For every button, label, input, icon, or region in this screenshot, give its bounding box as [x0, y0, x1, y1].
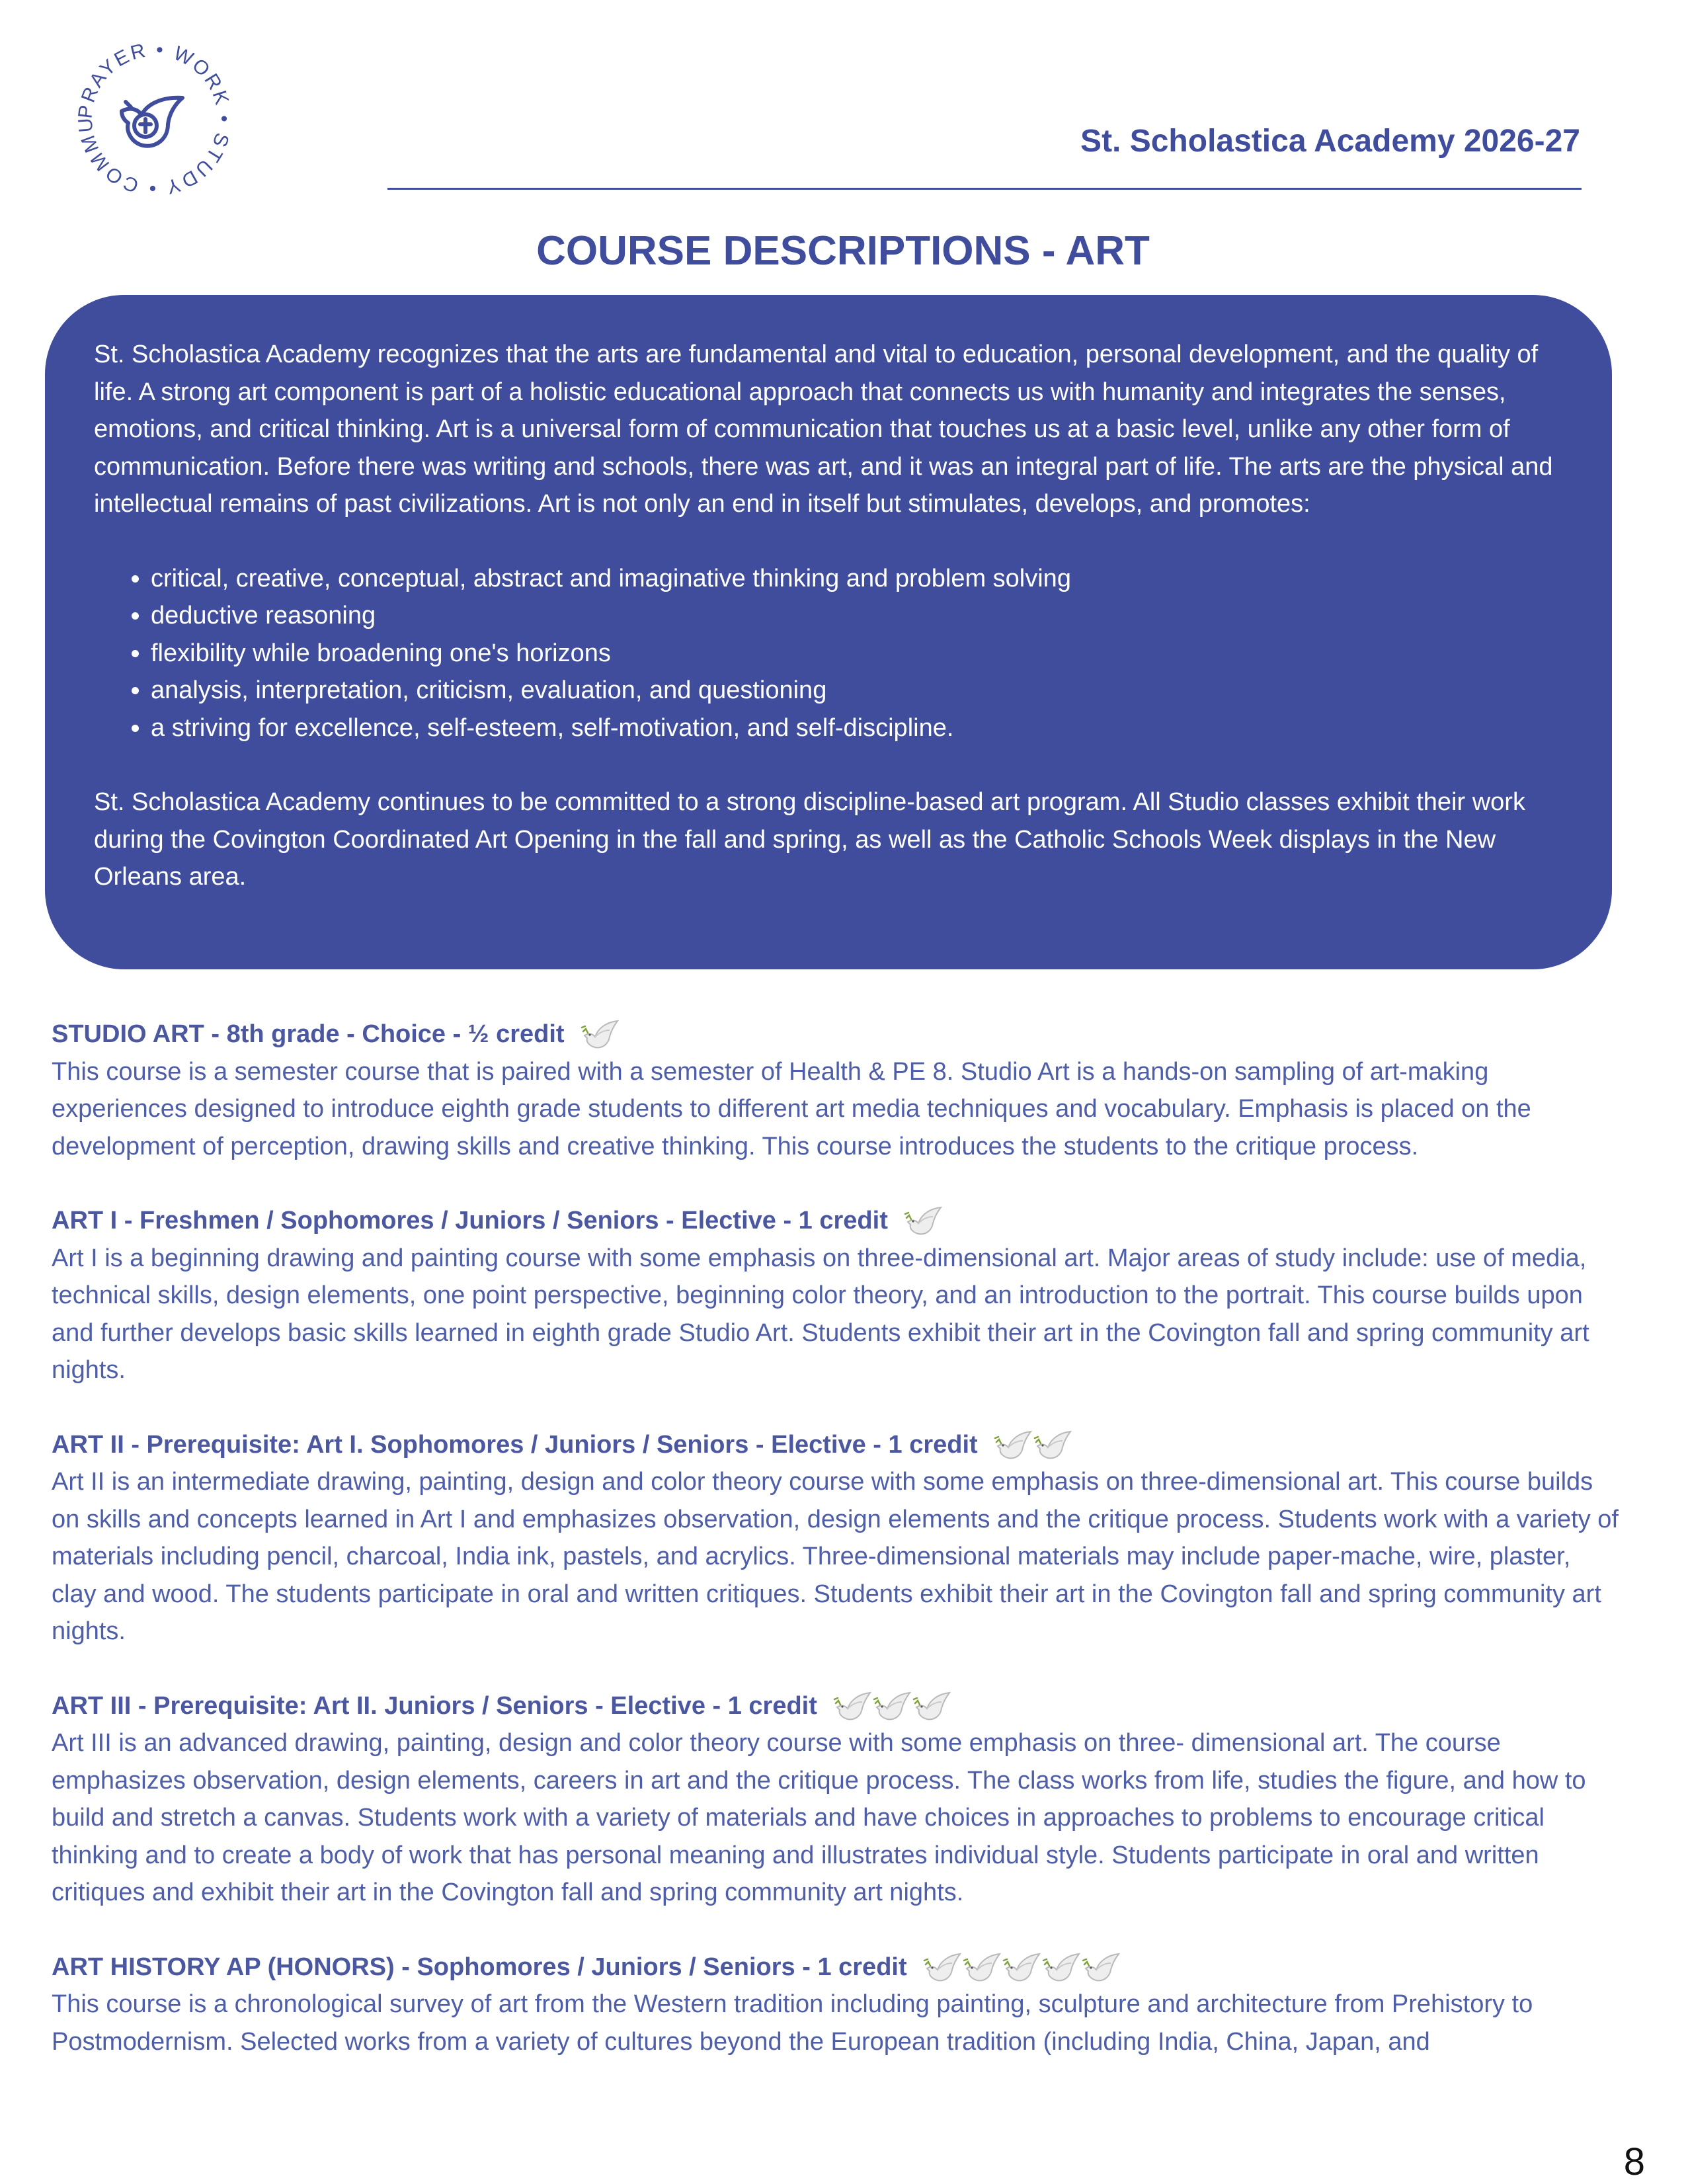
dove-icon	[871, 1687, 914, 1724]
bullet-item: • flexibility while broadening one's horizons	[151, 635, 1563, 672]
dove-icon	[903, 1202, 945, 1239]
dove-cross-icon	[122, 98, 182, 146]
intro-bullet-list	[94, 560, 1563, 747]
dove-icon	[961, 1949, 1004, 1986]
dove-icon	[579, 1016, 622, 1053]
header-divider	[387, 188, 1582, 190]
difficulty-doves	[922, 1949, 1120, 1986]
course-description: Art II is an intermediate drawing, painting, design and color theory course with some emphasis on three-dimensional art. This course builds on skills and concepts learned in Art I and emphasizes observation, design elements and the critique process. Students work with a variety of materials including pencil, charcoal, India ink, pastels, and acrylics. Three-dimensional materials may include paper-mache, wire, plaster, clay and wood. The students participate in oral and written critiques. Students exhibit their art in the Covington fall and spring community art nights.	[52, 1468, 1619, 1645]
course-header	[52, 1016, 1619, 1053]
dove-icon	[1001, 1949, 1043, 1986]
difficulty-doves	[992, 1426, 1072, 1463]
dove-icon	[992, 1426, 1035, 1463]
page-title: COURSE DESCRIPTIONS - ART	[536, 228, 1150, 274]
bullet-item: • analysis, interpretation, criticism, evaluation, and questioning	[151, 672, 1563, 709]
course-description: This course is a semester course that is paired with a semester of Health & PE 8. Studio Art is a hands-on sampling of art-making experiences designed to introduce eighth grade students to different art media techniques and vocabulary. Emphasis is placed on the development of perception, drawing skills and creative thinking. This course introduces the students to the critique process.	[52, 1057, 1531, 1160]
dove-icon	[1032, 1426, 1074, 1463]
course-title: ART HISTORY AP (HONORS) - Sophomores / Juniors / Seniors - 1 credit	[52, 1953, 907, 1981]
course-header	[52, 1202, 1619, 1240]
difficulty-doves	[579, 1016, 619, 1053]
intro-closing-paragraph: St. Scholastica Academy continues to be committed to a strong discipline-based art program. All Studio classes exhibit their work during the Covington Coordinated Art Opening in the fall and spring, as well as the Catholic Schools Week displays in the New Orleans area.	[94, 788, 1525, 891]
dove-icon	[922, 1949, 964, 1986]
dove-icon	[832, 1687, 874, 1724]
bullet-item: • critical, creative, conceptual, abstract and imaginative thinking and problem solving	[151, 560, 1563, 598]
course-entry	[52, 1949, 1619, 2061]
course-description: Art I is a beginning drawing and painting course with some emphasis on three-dimensional art. Major areas of study include: use of media, technical skills, design elements, one point perspective, beginning color theory, and an introduction to the portrait. This course builds upon and further develops basic skills learned in eighth grade Studio Art. Students exhibit their art in the Covington fall and spring community art nights.	[52, 1244, 1589, 1384]
dove-icon	[911, 1687, 953, 1724]
bullet-item: • deductive reasoning	[151, 597, 1563, 635]
intro-paragraph: St. Scholastica Academy recognizes that the arts are fundamental and vital to education, personal development, and the quality of life. A strong art component is part of a holistic educational approach that connects us with humanity and integrates the senses, emotions, and critical thinking. Art is a universal form of communication that touches us at a basic level, unlike any other form of communication. Before there was writing and schools, there was art, and it was an integral part of life. The arts are the physical and intellectual remains of past civilizations. Art is not only an end in itself but stimulates, develops, and promotes:	[94, 341, 1553, 518]
logo-ring-text: PRAYER • WORK • STUDY • COMMU	[74, 38, 235, 200]
course-title: ART II - Prerequisite: Art I. Sophomores / Juniors / Seniors - Elective - 1 credit	[52, 1430, 978, 1459]
course-title: STUDIO ART - 8th grade - Choice - ½ credit	[52, 1020, 565, 1048]
course-entry	[52, 1202, 1619, 1389]
course-title: ART III - Prerequisite: Art II. Juniors / Seniors - Elective - 1 credit	[52, 1691, 817, 1720]
bullet-item: • a striving for excellence, self-esteem, self-motivation, and self-discipline.	[151, 709, 1563, 747]
course-list	[52, 1016, 1619, 2097]
course-title: ART I - Freshmen / Sophomores / Juniors / Seniors - Elective - 1 credit	[52, 1207, 888, 1234]
intro-box	[45, 295, 1612, 969]
difficulty-doves	[832, 1687, 951, 1724]
school-logo	[69, 33, 241, 205]
difficulty-doves	[903, 1202, 942, 1239]
course-header	[52, 1426, 1619, 1464]
course-entry	[52, 1426, 1619, 1650]
course-description: This course is a chronological survey of art from the Western tradition including painting, sculpture and architecture from Prehistory to Postmodernism. Selected works from a variety of cultures beyond the European tradition (including India, China, Japan, and	[52, 1990, 1533, 2056]
course-entry	[52, 1687, 1619, 1912]
course-header	[52, 1949, 1619, 1986]
dove-icon	[1080, 1949, 1123, 1986]
school-year-title: St. Scholastica Academy 2026-27	[1080, 124, 1580, 159]
course-description: Art III is an advanced drawing, painting, design and color theory course with some emphasis on three- dimensional art. The course emphasizes observation, design elements, careers in art and the critique process. The class works from life, studies the figure, and how to build and stretch a canvas. Students work with a variety of materials and have choices in approaches to problems to encourage critical thinking and to create a body of work that has personal meaning and illustrates individual style. Students participate in oral and written critiques and exhibit their art in the Covington fall and spring community art nights.	[52, 1729, 1586, 1906]
course-entry	[52, 1016, 1619, 1165]
dove-icon	[1041, 1949, 1083, 1986]
course-header	[52, 1687, 1619, 1725]
page-number: 8	[1623, 2140, 1645, 2183]
